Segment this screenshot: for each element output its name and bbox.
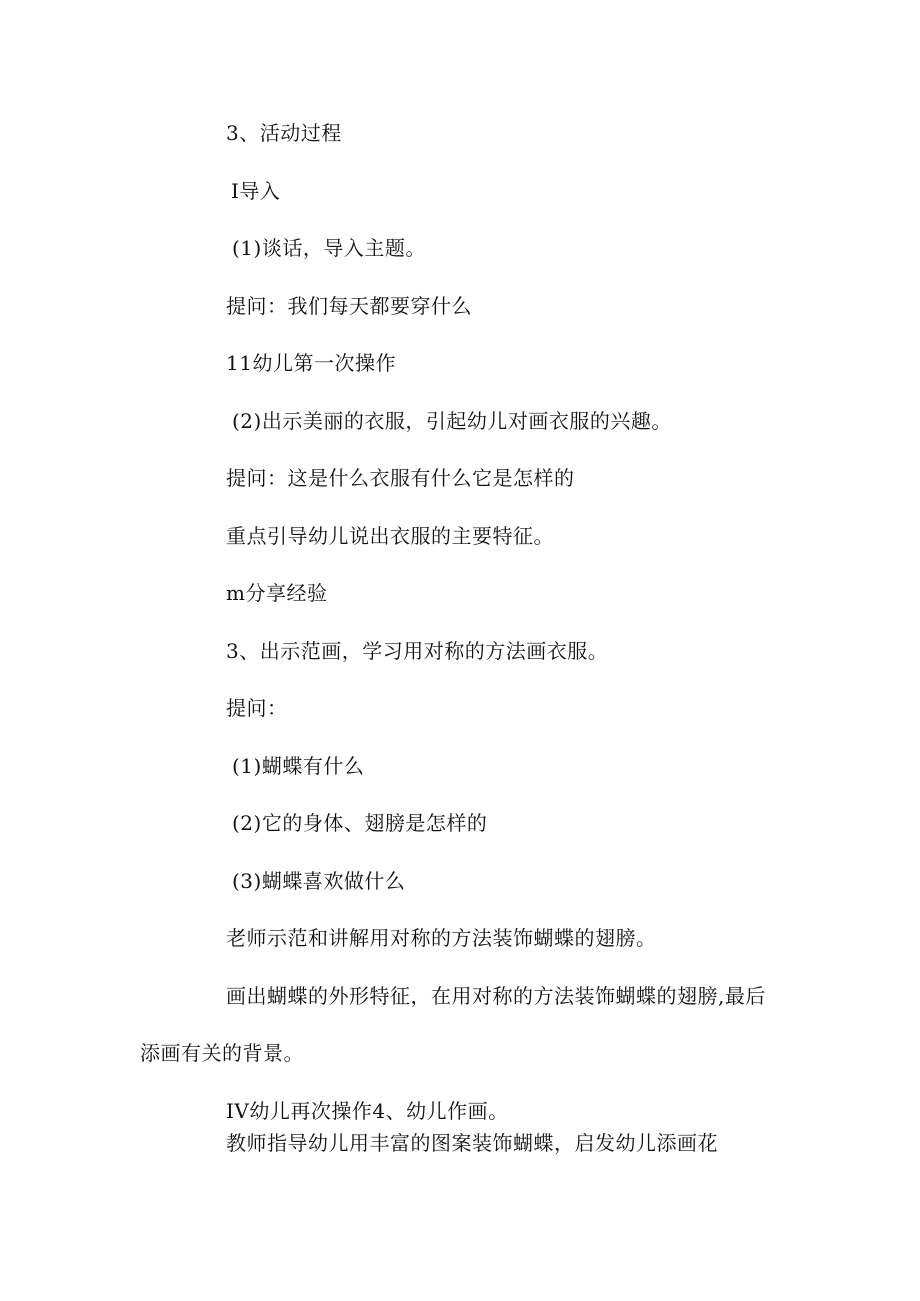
paragraph-teacher-guidance: 教师指导幼儿用丰富的图案装饰蝴蝶，启发幼儿添画花 [226, 1131, 718, 1155]
step-heading-first-operation: 11幼儿第一次操作 [226, 351, 396, 375]
question-label: 提问： [226, 696, 288, 720]
paragraph-draw-shape-continued: 添画有关的背景。 [140, 1041, 304, 1065]
item-conversation: (1)谈话，导入主题。 [232, 236, 426, 260]
item-show-clothes: (2)出示美丽的衣服，引起幼儿对画衣服的兴趣。 [232, 409, 672, 433]
question-butterfly-likes: (3)蝴蝶喜欢做什么 [232, 869, 406, 893]
item-show-sample-drawing: 3、出示范画，学习用对称的方法画衣服。 [226, 639, 609, 663]
paragraph-teacher-demo: 老师示范和讲解用对称的方法装饰蝴蝶的翅膀。 [226, 926, 657, 950]
question-butterfly-has: (1)蝴蝶有什么 [232, 754, 365, 778]
paragraph-key-guidance: 重点引导幼儿说出衣服的主要特征。 [226, 524, 554, 548]
step-heading-second-operation: IV幼儿再次操作4、幼儿作画。 [226, 1099, 509, 1123]
step-heading-share-experience: m分享经验 [226, 581, 328, 605]
paragraph-draw-shape: 画出蝴蝶的外形特征，在用对称的方法装饰蝴蝶的翅膀,最后 [226, 984, 766, 1008]
question-what-clothes: 提问：这是什么衣服有什么它是怎样的 [226, 466, 575, 490]
question-body-wings: (2)它的身体、翅膀是怎样的 [232, 811, 488, 835]
step-heading-introduction: I导入 [231, 179, 281, 203]
section-heading-activity-process: 3、活动过程 [226, 121, 342, 145]
question-daily-wear: 提问：我们每天都要穿什么 [226, 294, 472, 318]
